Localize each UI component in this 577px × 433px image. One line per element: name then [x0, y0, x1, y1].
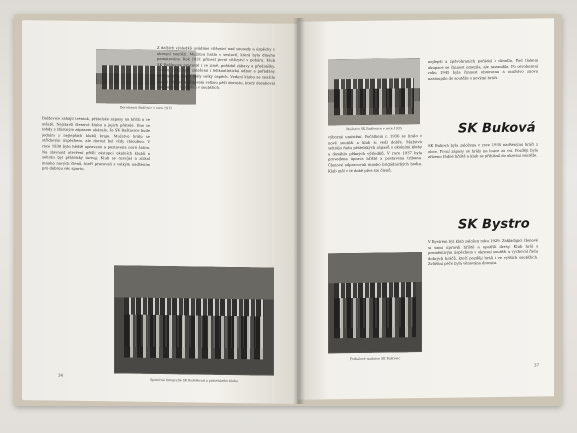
left-page	[22, 20, 297, 404]
text-column-2	[157, 46, 275, 268]
page-number: 37	[534, 362, 540, 368]
text-column-4	[428, 238, 538, 362]
paragraph: Z dalších výsledků uvádíme vítězství nad sousedy a úspěchy v okresní soutěži. Mužstvo hrálo v sestavě, která byla dlouho pamatována. Rok 1931 přinesl první vítězství v poháru. Klub SK Bašťovice pracoval i ve zimě, pořádal zábavy a přednášky. V roce 1932 byla založena i lehkoatletická odbor a pořádány byly závody, které měly velký úspěch. Vedení klubu se snažilo získat mládež a věnovalo velkou péči dorostu, který dosahoval vynikajících výsledků v soutěžích.	[157, 45, 275, 91]
photo-caption: Mužstvo SK Bašťovice v roce 1935	[346, 126, 402, 132]
section-heading: SK Buková	[458, 120, 536, 137]
text-column-1	[328, 134, 422, 253]
paragraph: V Bystrém byl klub založen roku 1929. Zakládající členové si sami upravili hřiště a opatřili dresy. Klub hrál s proměnlivým úspěchem v okresní soutěži a vychoval řadu dobrých hráčů, kteří později hráli i ve vyšších soutěžích. Zvláštní péče byla věnována dorostu.	[428, 238, 538, 267]
team-photo-top-right	[328, 58, 420, 125]
team-photo-bottom-right	[328, 252, 422, 353]
right-page	[298, 18, 554, 400]
paragraph: Bašťovice zahájil trénink, přátelské zápasy na hřišti a ve městě. Nejstarší členové klubu a jejich přátelé. Dne se tehdy s šťastným zápasem ukázalo, že SK Bašťovice bude jedním z nejlepších klubů kraje. Mužstvo hrálo se střídavým úspěchem, ale dorost byl vždy chloubou. V roce 1930 bylo hřiště upraveno a postavena nová šatna. Na slavnost otevření přišli zástupci okolních klubů a sehrán byl přátelský turnaj. Klub se rozvíjel a získal mnoho nových členů, kteří pracovali s velkým nadšením pro dobrou věc sportu.	[42, 116, 150, 172]
paragraph: výborné umístění. Počátkem r. 1936 se hrálo v nové soutěži a klub si vedl dobře. Mužstvo sehrálo řadu přátelských zápasů s okolními kluby a dosáhlo pěkných výsledků. V roce 1937 byla provedena úprava hřiště a postavena tribuna. Členové odpracovali mnoho brigádnických hodin. Klub měl v té době přes sto členů.	[328, 134, 422, 173]
section-heading: SK Bystro	[458, 216, 530, 233]
text-column-2	[428, 58, 538, 108]
paragraph: SK Buková byla založena v roce 1930 nadšenými hráči z obce. První zápasy se hrály na louce za vsí. Později bylo zřízeno řádné hřiště a klub se přihlásil do okresní soutěže.	[428, 142, 538, 160]
text-column-3	[428, 142, 538, 208]
text-column-1	[42, 116, 150, 266]
paragraph: nejlepší a zpěvohraních pořádal i divadla. Pod tlakem okupace se činnost omezila, ale nezanikla. Po osvobození roku 1945 byla činnost obnovena a mužstvo znovu nastoupilo do soutěže s novými hráči.	[428, 58, 538, 81]
page-number: 34	[58, 372, 64, 378]
team-photo-bottom-left	[114, 265, 274, 375]
photo-caption: Dorostenci Bašťovic v roce 1915	[119, 105, 173, 111]
book-gutter	[293, 18, 305, 404]
photo-caption: Fotbalové mužstvo SK Bašťovic	[349, 356, 401, 362]
photo-caption: Společná fotografie SK Buštěhrad a přátelského klubu	[150, 377, 238, 384]
